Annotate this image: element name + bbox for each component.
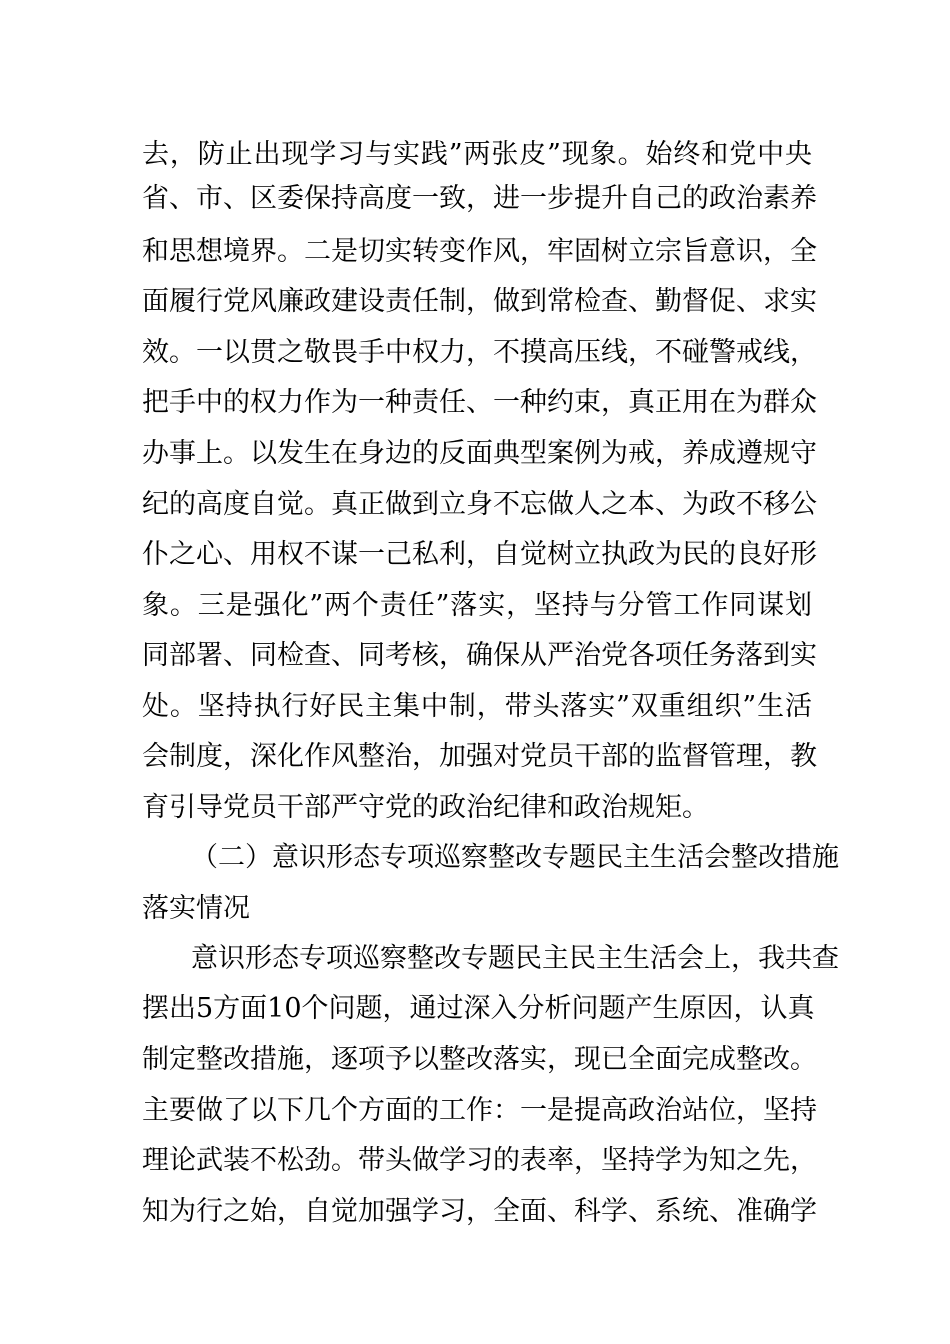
section-heading-continued: 落实情况 <box>142 893 250 924</box>
text-line: 办事上。以发生在身边的反面典型案例为戒，养成遵规守 <box>142 438 817 469</box>
text-line: 理论武装不松劲。带头做学习的表率，坚持学为知之先， <box>142 1145 817 1176</box>
text-line: 把手中的权力作为一种责任、一种约束，真正用在为群众 <box>142 387 817 418</box>
text-line: 象。三是强化”两个责任”落实，坚持与分管工作同谋划 <box>142 590 812 621</box>
text-line: 仆之心、用权不谋一己私利，自觉树立执政为民的良好形 <box>142 539 817 570</box>
text-line: 效。一以贯之敬畏手中权力，不摸高压线，不碰警戒线， <box>142 337 817 368</box>
text-line: 和思想境界。二是切实转变作风，牢固树立宗旨意识，全 <box>142 236 817 267</box>
text-line: 处。坚持执行好民主集中制，带头落实”双重组织”生活 <box>142 691 812 722</box>
text-line: 去，防止出现学习与实践”两张皮”现象。始终和党中央 <box>142 139 812 170</box>
text-line: 制定整改措施，逐项予以整改落实，现已全面完成整改。 <box>142 1044 817 1075</box>
paragraph-first-line: 意识形态专项巡察整改专题民主民主生活会上，我共查 <box>191 943 839 974</box>
text-line: 主要做了以下几个方面的工作：一是提高政治站位，坚持 <box>142 1095 817 1126</box>
text-line: 育引导党员干部严守党的政治纪律和政治规矩。 <box>142 792 709 823</box>
text-line: 摆出5方面10个问题，通过深入分析问题产生原因，认真 <box>142 993 815 1024</box>
text-line: 同部署、同检查、同考核，确保从严治党各项任务落到实 <box>142 640 817 671</box>
text-line: 省、市、区委保持高度一致，进一步提升自己的政治素养 <box>142 183 817 214</box>
text-line: 纪的高度自觉。真正做到立身不忘做人之本、为政不移公 <box>142 489 817 520</box>
text-line: 知为行之始，自觉加强学习，全面、科学、系统、准确学 <box>142 1196 817 1227</box>
section-heading: （二）意识形态专项巡察整改专题民主生活会整改措施 <box>191 842 839 873</box>
text-line: 面履行党风廉政建设责任制，做到常检查、勤督促、求实 <box>142 286 817 317</box>
text-line: 会制度，深化作风整治，加强对党员干部的监督管理，教 <box>142 741 817 772</box>
